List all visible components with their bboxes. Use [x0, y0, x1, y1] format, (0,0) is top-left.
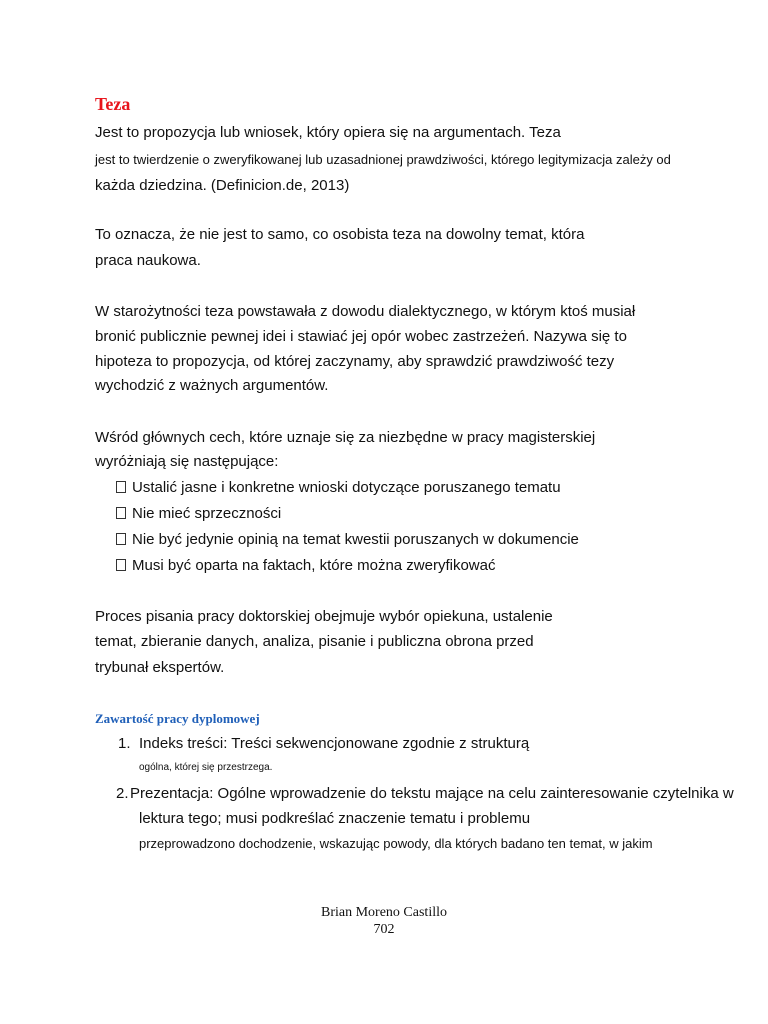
paragraph-3-line-2: bronić publicznie pewnej idei i stawiać jej opór wobec zastrzeżeń. Nazywa się to — [95, 328, 627, 345]
paragraph-1-line-2: jest to twierdzenie o zweryfikowanej lub uzasadnionej prawdziwości, którego legitymizacja zależy od — [95, 152, 671, 167]
list-item: Ustalić jasne i konkretne wnioski dotyczące poruszanego tematu — [116, 479, 561, 497]
paragraph-3-line-4: wychodzić z ważnych argumentów. — [95, 377, 329, 394]
checkbox-glyph-icon — [116, 533, 126, 545]
section-subtitle: Zawartość pracy dyplomowej — [95, 711, 260, 726]
paragraph-2-line-1: To oznacza, że nie jest to samo, co osobista teza na dowolny temat, która — [95, 226, 585, 243]
paragraph-3-line-3: hipoteza to propozycja, od której zaczynamy, aby sprawdzić prawdziwość tezy — [95, 353, 615, 370]
checkbox-glyph-icon — [116, 481, 126, 493]
list-item-2-line-1: Prezentacja: Ogólne wprowadzenie do tekstu mające na celu zainteresowanie czytelnika w — [130, 785, 734, 802]
list-item: Nie mieć sprzeczności — [116, 505, 281, 523]
list-number-1: 1. — [118, 735, 131, 752]
list-item-1-line-1 — [139, 735, 553, 753]
footer-page-number: 702 — [373, 922, 395, 937]
paragraph-2-line-2: praca naukowa. — [95, 252, 201, 269]
paragraph-5-line-1: Proces pisania pracy doktorskiej obejmuje wybór opiekuna, ustalenie — [95, 608, 553, 625]
footer-author: Brian Moreno Castillo — [321, 905, 447, 920]
paragraph-5-line-3: trybunał ekspertów. — [95, 659, 225, 676]
paragraph-4-line-1: Wśród głównych cech, które uznaje się za niezbędne w pracy magisterskiej — [95, 429, 596, 446]
list-item: Musi być oparta na faktach, które można zweryfikować — [116, 557, 496, 575]
paragraph-3-line-1: W starożytności teza powstawała z dowodu dialektycznego, w którym ktoś musiał — [95, 303, 636, 320]
paragraph-5-line-2: temat, zbieranie danych, analiza, pisanie i publiczna obrona przed — [95, 633, 534, 650]
list-item-1-line-2: ogólna, której się przestrzega. — [139, 762, 273, 773]
section-title: Teza — [95, 94, 131, 114]
paragraph-4-line-2: wyróżniają się następujące: — [95, 453, 279, 470]
checkbox-glyph-icon — [116, 559, 126, 571]
list-item-2-line-2: lektura tego; musi podkreślać znaczenie tematu i problemu — [139, 810, 531, 827]
paragraph-1-line-1: Jest to propozycja lub wniosek, który opiera się na argumentach. Teza — [95, 124, 561, 141]
list-item-2-line-3: przeprowadzono dochodzenie, wskazując powody, dla których badano ten temat, w jakim — [139, 836, 653, 851]
list-item-1-text: Indeks treści: Treści sekwencjonowane zgodnie z strukturą — [139, 735, 530, 752]
list-number-2: 2. — [116, 785, 129, 802]
paragraph-1-line-3: każda dziedzina. (Definicion.de, 2013) — [95, 177, 350, 194]
checkbox-glyph-icon — [116, 507, 126, 519]
list-item: Nie być jedynie opinią na temat kwestii poruszanych w dokumencie — [116, 531, 579, 549]
